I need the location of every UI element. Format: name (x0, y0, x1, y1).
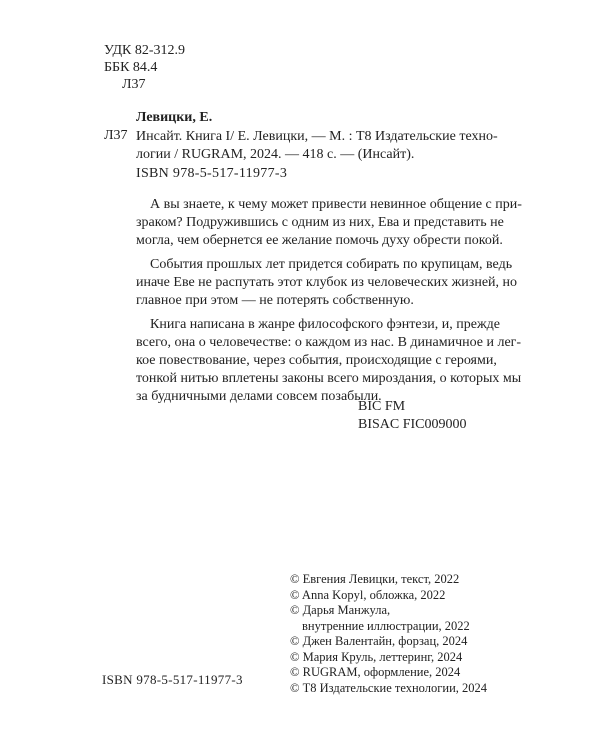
copyright-line: внутренние иллюстрации, 2022 (302, 618, 470, 633)
annotation-line: тонкой нитью вплетены законы всего мироздания, о которых мы (136, 371, 522, 386)
annotation-line: События прошлых лет придется собирать по крупицам, ведь (150, 257, 513, 272)
isbn-top: ISBN 978-5-517-11977-3 (136, 166, 288, 181)
copyright-line: © RUGRAM, оформление, 2024 (290, 665, 461, 679)
author-mark-left: Л37 (104, 128, 128, 143)
annotation-line: Книга написана в жанре философского фэнтези, и, прежде (150, 317, 500, 332)
annotation-line: могла, чем обернется ее желание помочь духу обрести покой. (136, 233, 503, 248)
annotation-line: зраком? Подружившись с одним из них, Ева и представить не (136, 215, 504, 230)
copyright-line: © Anna Kopyl, обложка, 2022 (290, 587, 446, 602)
annotation-line: А вы знаете, к чему может привести невинное общение с при- (150, 197, 522, 212)
annotation-line: кое повествование, через события, происходящие с героями, (136, 353, 497, 368)
biblio-line: логии / RUGRAM, 2024. — 418 с. — (Инсайт). (136, 147, 415, 162)
subject-codes (358, 398, 467, 434)
biblio-line: Инсайт. Книга I/ Е. Левицки, — М. : Т8 Издательские техно- (136, 129, 498, 144)
bisac-code: BISAC FIC009000 (358, 417, 467, 432)
annotation-line: за будничными делами совсем позабыли. (136, 389, 382, 404)
annotation-line: иначе Еве не распутать этот клубок из человеческих жизней, но (136, 275, 518, 290)
isbn-bottom: ISBN 978-5-517-11977-3 (102, 672, 243, 687)
bbk-code: ББК 84.4 (104, 60, 158, 75)
annotation-line: главное при этом — не потерять собственную. (136, 293, 414, 308)
copyright-line: © Т8 Издательские технологии, 2024 (290, 680, 488, 695)
copyright-line: © Мария Круль, леттеринг, 2024 (290, 649, 463, 664)
author-mark: Л37 (122, 77, 146, 92)
copyright-line: © Дарья Манжула, (290, 603, 391, 617)
copyright-line: © Евгения Левицки, текст, 2022 (290, 572, 460, 586)
bic-code: BIC FM (358, 399, 406, 414)
udk-code: УДК 82-312.9 (104, 43, 186, 58)
annotation-line: всего, она о человечестве: о каждом из нас. В динамичное и лег- (136, 335, 522, 350)
bibliographic-description (136, 128, 498, 164)
copyright-line: © Джен Валентайн, форзац, 2024 (290, 634, 468, 648)
annotation (136, 196, 522, 406)
copyright-block (290, 572, 487, 696)
author-heading: Левицки, Е. (136, 110, 213, 125)
classification-block (104, 42, 185, 93)
